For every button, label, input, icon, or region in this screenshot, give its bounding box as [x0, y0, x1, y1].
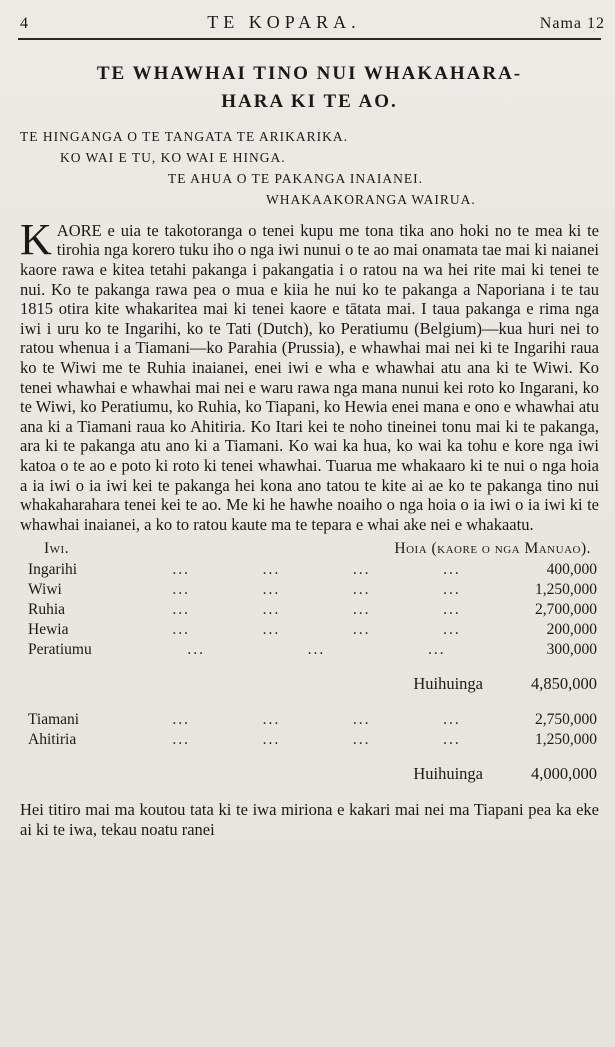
total-value: 4,850,000 — [531, 674, 597, 694]
row-value: 1,250,000 — [535, 731, 597, 749]
row-value: 2,750,000 — [535, 711, 597, 729]
dot-leader: ... ... ... — [187, 641, 446, 659]
subtitle-line-3: TE AHUA O TE PAKANGA INAIANEI. — [168, 170, 423, 186]
article-title-line2: HARA KI TE AO. — [221, 90, 398, 112]
page-header — [18, 12, 605, 35]
table-row — [28, 560, 597, 580]
col-header-iwi: Iwi. — [44, 540, 70, 558]
article-title-line1: TE WHAWHAI TINO NUI WHAKAHARA- — [96, 63, 523, 84]
table-row — [28, 600, 597, 620]
row-value: 200,000 — [546, 621, 597, 639]
issue-number: Nama 12 — [539, 15, 605, 32]
table-row — [28, 730, 597, 750]
table-row — [28, 620, 597, 640]
drop-cap: K — [20, 214, 52, 264]
total-value: 4,000,000 — [531, 764, 597, 784]
row-value: 400,000 — [546, 561, 597, 579]
row-name: Wiwi — [28, 581, 62, 599]
article-title — [24, 60, 595, 115]
row-value: 1,250,000 — [535, 581, 597, 599]
total-label: Huihuinga — [413, 674, 483, 694]
table-row — [28, 580, 597, 600]
table-row — [28, 710, 597, 730]
dot-leader: ... ... ... ... — [172, 621, 461, 639]
row-name: Tiamani — [28, 711, 80, 729]
row-name: Hewia — [28, 621, 69, 639]
row-name: Ahitiria — [28, 731, 77, 749]
body-paragraph — [20, 214, 599, 535]
row-name: Ruhia — [28, 601, 66, 619]
page-number: 4 — [20, 15, 28, 32]
total-label: Huihuinga — [413, 764, 483, 784]
table-row — [28, 640, 597, 660]
row-value: 300,000 — [546, 641, 597, 659]
row-name: Ingarihi — [28, 561, 78, 579]
dot-leader: ... ... ... ... — [172, 561, 461, 579]
header-rule — [18, 38, 601, 40]
table-group-2 — [28, 710, 597, 784]
subtitle-line-1: TE HINGANGA O TE TANGATA TE ARIKARIKA. — [20, 129, 348, 145]
subtitle-block — [18, 127, 601, 211]
table-header — [28, 540, 597, 558]
row-value: 2,700,000 — [535, 601, 597, 619]
stats-table — [28, 540, 597, 784]
dot-leader: ... ... ... ... — [172, 601, 461, 619]
dot-leader: ... ... ... ... — [172, 581, 461, 599]
closing-paragraph: Hei titiro mai ma koutou tata ki te iwa miriona e kakari mai nei ma Tiapani pea ka eke ai ki te iwa, tekau noatu ranei — [20, 800, 599, 840]
masthead: TE KOPARA. — [207, 12, 361, 32]
body-paragraph-text: AORE e uia te takotoranga o tenei kupu me tona tika ano hoki no te mea ki te tirohia nga korero tuku iho o nga iwi nunui o te ao mai onamata tae mai ki naianei kaore rawa e kitea tetahi pakanga i pakangatia i o ratou na wa hei rite mai ki tenei te nui. Ko te pakanga rawa pea o mua e kiia he nui ko te pakanga a Naporiana i te tau 1815 otira kite whakaritea mai ki tenei kaore e tātata mai. I taua pakanga e rima nga iwi i uru ko te Ingarihi, ko te Tati (Dutch), ko Peratiumu (Belgium)—kua huri nei to ratou whenua i a Tiamani—ko Parahia (Prussia), e whawhai mai nei ki te Ingarihi raua ko te Wiwi me te Ruhia inaianei, enei iwi e wha e whawhai atu ana ki te Wiwi. Ko tenei whawhai e whawhai mai nei e waru rawa nga mana nunui kei roto ko Ingarani, ko te Wiwi, ko Peratiumu, ko Ruhia, ko Tiapani, ko Hewia enei mana e ono e whawhai atu ana ki a Tiamani raua ko Ahitiria. Ko Itari kei te noho tineinei tonu mai ki te pakanga, ara ki te pakanga atu ano ki a Tiamani. Ko wai ka hua, ko wai ka tohu e kore nga iwi katoa o te ao e poto ki roto ki tenei whawhai. Tuarua me whakaaro ki te nui o nga hoia a ia iwi o ia iwi kei te pakanga hei kona ano tatou te kite ai ae ko te pakanga tino nui whakaharahara tenei kei te ao. Me ki he hawhe noaiho o nga hoia o ia iwi o ia iwi ki te whawhai inaianei, a ko to ratou kaute ma te tepara e whai ake nei e whakaatu. — [20, 220, 599, 534]
col-header-hoia: Hoia (kaore o nga Manuao). — [394, 540, 591, 558]
row-name: Peratiumu — [28, 641, 92, 659]
dot-leader: ... ... ... ... — [172, 711, 461, 729]
subtitle-line-2: KO WAI E TU, KO WAI E HINGA. — [60, 150, 286, 166]
total-row — [28, 764, 597, 784]
dot-leader: ... ... ... ... — [172, 731, 461, 749]
total-row — [28, 674, 597, 694]
subtitle-line-4: WHAKAAKORANGA WAIRUA. — [266, 191, 476, 207]
